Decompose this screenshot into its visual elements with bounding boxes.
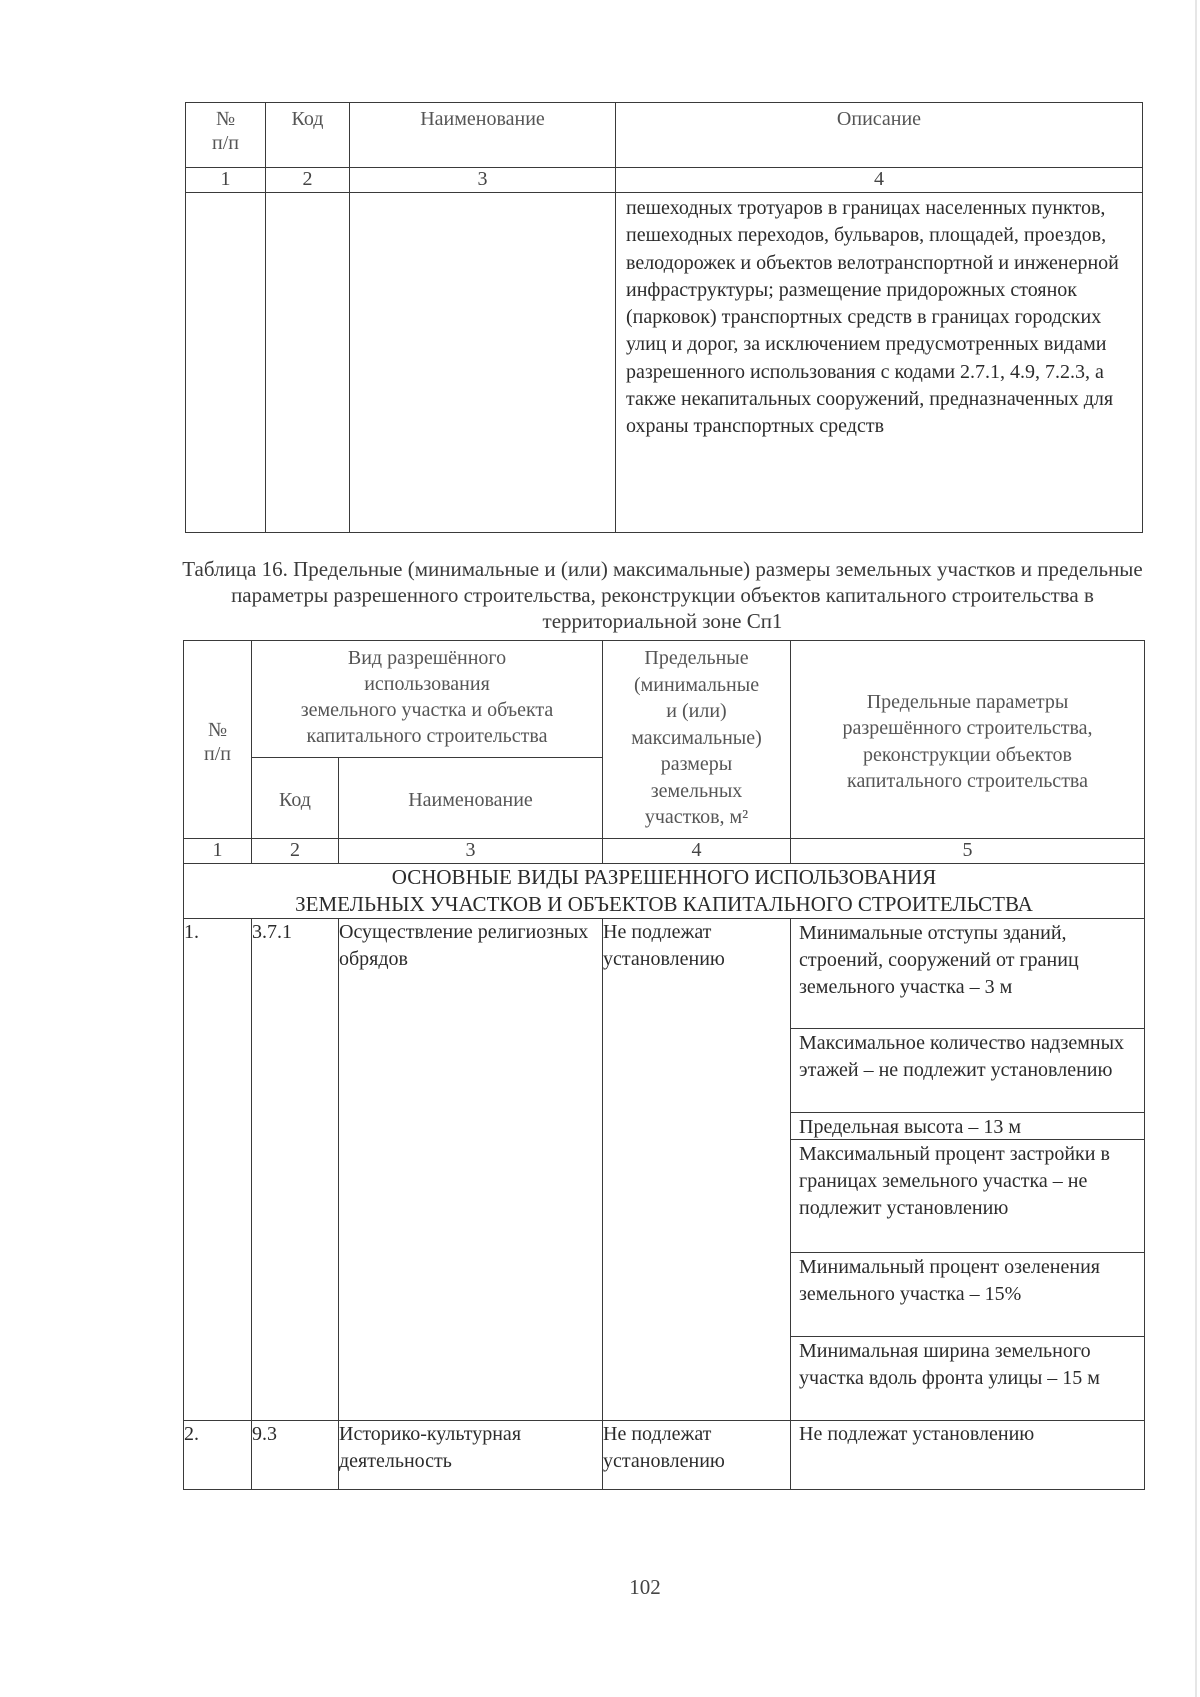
- row-name: Осуществление религиозных обрядов: [339, 919, 603, 1421]
- table-header-row: [186, 103, 1143, 168]
- description-text: пешеходных тротуаров в границах населенных пунктов, пешеходных переходов, бульваров, площадей, проездов, велодорожек и объектов велотранспортной и инженерной инфраструктуры; размещение придорожных стоянок (парковок) транспортных средств в границах городских улиц и дорог, за исключением предусмотренных видами разрешенного использования с кодами 2.7.1, 4.9, 7.2.3, а также некапитальных сооружений, предназначенных для охраны транспортных средств: [626, 197, 1119, 438]
- table-row: [184, 1421, 1145, 1490]
- row-name: Историко-культурная деятельность: [339, 1421, 603, 1490]
- header-name: Наименование: [350, 103, 616, 168]
- empty-cell: [266, 193, 350, 533]
- param-item: Минимальные отступы зданий, строений, сооружений от границ земельного участка – 3 м: [791, 919, 1144, 1029]
- column-number: 3: [350, 168, 616, 193]
- continuation-table: [185, 102, 1143, 533]
- table-caption: Таблица 16. Предельные (минимальные и (или) максимальные) размеры земельных участков и предельные параметры разрешенного строительства, реконструкции объектов капитального строительства в территориальной зоне Сп1: [182, 557, 1143, 633]
- table-row: [186, 193, 1143, 533]
- empty-cell: [350, 193, 616, 533]
- row-size: Не подлежат установлению: [603, 1421, 791, 1490]
- description-cell: [616, 193, 1143, 533]
- column-number: 2: [266, 168, 350, 193]
- scan-edge: [1195, 0, 1197, 1697]
- row-params: Не подлежат установлению: [791, 1421, 1145, 1490]
- header-params: Предельные параметры разрешённого строительства, реконструкции объектов капитального строительства: [791, 641, 1145, 839]
- param-item: Минимальный процент озеленения земельного участка – 15%: [791, 1253, 1144, 1337]
- column-number: 5: [791, 839, 1145, 864]
- row-code: 3.7.1: [252, 919, 339, 1421]
- section-heading: ОСНОВНЫЕ ВИДЫ РАЗРЕШЕННОГО ИСПОЛЬЗОВАНИЯ ЗЕМЕЛЬНЫХ УЧАСТКОВ И ОБЪЕКТОВ КАПИТАЛЬНОГО СТРОИТЕЛЬСТВА: [184, 864, 1145, 919]
- section-row: [184, 864, 1145, 919]
- column-number-row: [184, 839, 1145, 864]
- header-description: Описание: [616, 103, 1143, 168]
- header-name: Наименование: [339, 758, 603, 839]
- header-code: Код: [252, 758, 339, 839]
- limits-table: [183, 640, 1145, 1490]
- header-sizes: Предельные (минимальные и (или) максимальные) размеры земельных участков, м²: [603, 641, 791, 839]
- param-item: Максимальное количество надземных этажей – не подлежит установлению: [791, 1029, 1144, 1113]
- column-number: 4: [603, 839, 791, 864]
- column-number-row: [186, 168, 1143, 193]
- column-number: 1: [186, 168, 266, 193]
- empty-cell: [186, 193, 266, 533]
- row-code: 9.3: [252, 1421, 339, 1490]
- header-kind: Вид разрешённого использования земельного участка и объекта капитального строительства: [252, 641, 603, 758]
- page-number: 102: [629, 1575, 661, 1599]
- row-num: 2.: [184, 1421, 252, 1490]
- param-item: Минимальная ширина земельного участка вдоль фронта улицы – 15 м: [799, 1340, 1100, 1390]
- header-num: № п/п: [186, 103, 266, 168]
- column-number: 2: [252, 839, 339, 864]
- param-item: Максимальный процент застройки в границах земельного участка – не подлежит установлению: [791, 1140, 1144, 1253]
- row-num: 1.: [184, 919, 252, 1421]
- row-params: [791, 919, 1145, 1421]
- param-item: Предельная высота – 13 м: [791, 1113, 1144, 1140]
- table-header-row: [184, 641, 1145, 758]
- column-number: 1: [184, 839, 252, 864]
- column-number: 4: [616, 168, 1143, 193]
- table-row: [184, 919, 1145, 1421]
- row-size: Не подлежат установлению: [603, 919, 791, 1421]
- header-num: № п/п: [184, 641, 252, 839]
- header-code: Код: [266, 103, 350, 168]
- column-number: 3: [339, 839, 603, 864]
